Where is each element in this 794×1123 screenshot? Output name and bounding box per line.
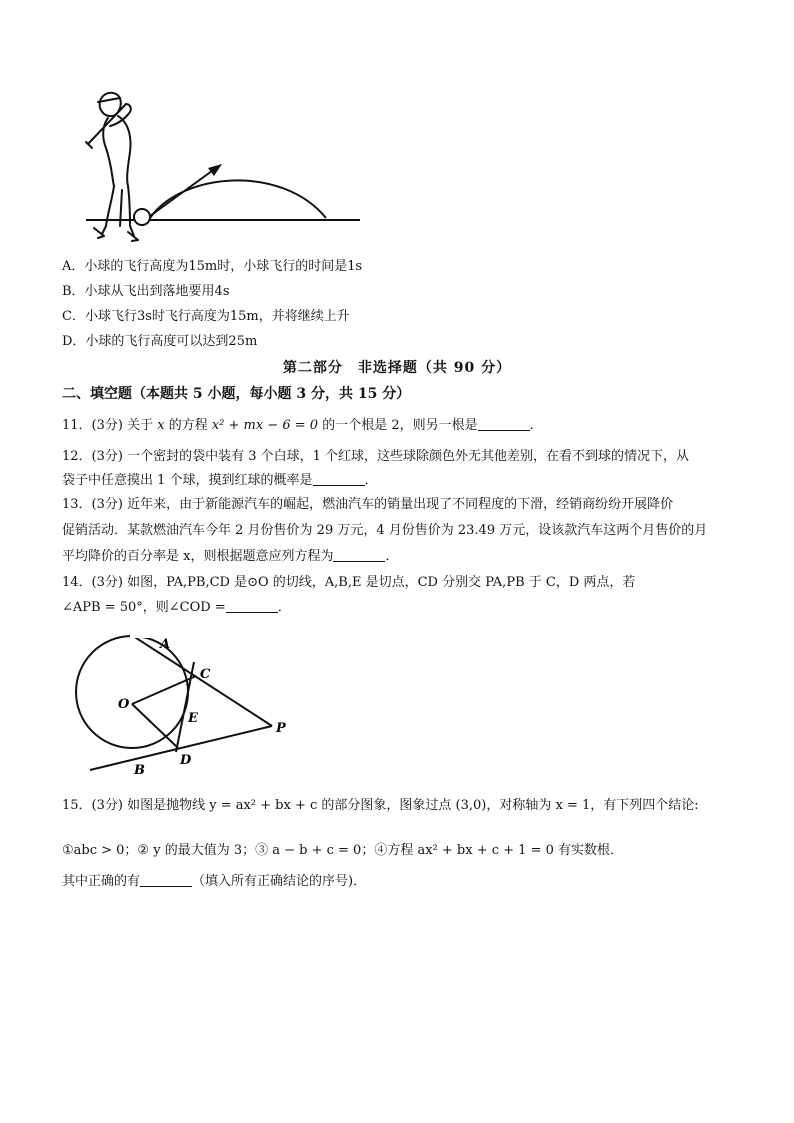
q13-line-3	[62, 548, 398, 566]
q12-text: 袋子中任意摸出 1 个球，摸到红球的概率是	[62, 473, 313, 488]
label-o: O	[118, 697, 130, 712]
q11-prefix: 11．(3分) 关于	[62, 418, 158, 433]
circle-o	[76, 636, 188, 748]
q15-suffix: （填入所有正确结论的序号)．	[192, 874, 367, 889]
q11-var: x	[157, 418, 165, 433]
label-p: P	[276, 721, 286, 736]
q14-text: ∠APB = 50°，则∠COD =	[62, 600, 226, 615]
label-e: E	[188, 711, 198, 726]
section-heading: 二、填空题（本题共 5 小题，每小题 3 分，共 15 分）	[62, 386, 411, 402]
option-d: D．小球的飞行高度可以达到25m	[62, 334, 258, 349]
answer-blank[interactable]	[226, 600, 278, 613]
q15-line-1: 15．(3分) 如图是抛物线 y = ax² + bx + c 的部分图象，图象过点 (3,0)，对称轴为 x = 1，有下列四个结论:	[62, 798, 699, 813]
segment-od	[132, 704, 178, 748]
q14-line-2	[62, 599, 291, 617]
part-two-title: 第二部分 非选择题（共 90 分）	[282, 360, 512, 376]
q13-line-2: 促销活动．某款燃油汽车今年 2 月份售价为 29 万元，4 月份售价为 23.49 万元，设该款汽车这两个月售价的月	[62, 523, 708, 538]
label-c: C	[200, 667, 211, 682]
label-a: A	[160, 637, 171, 652]
option-b: B．小球从飞出到落地要用4s	[62, 284, 230, 299]
q11-suffix: 的一个根是 2，则另一根是	[318, 418, 478, 433]
q15-line-2: ①abc > 0；② y 的最大值为 3；③ a − b + c = 0；④方程 ax² + bx + c + 1 = 0 有实数根．	[62, 843, 623, 858]
q15-line-3	[62, 873, 366, 891]
q13-line-1: 13．(3分) 近年来，由于新能源汽车的崛起，燃油汽车的销量出现了不同程度的下滑，经销商纷纷开展降价	[62, 497, 674, 512]
q12-line-1: 12．(3分) 一个密封的袋中装有 3 个白球，1 个红球，这些球除颜色外无其他差别，在看不到球的情况下，从	[62, 449, 690, 464]
answer-blank[interactable]	[313, 473, 365, 486]
option-a: A．小球的飞行高度为15m时，小球飞行的时间是1s	[62, 259, 363, 274]
q11-mid: 的方程	[164, 418, 212, 433]
q13-end: ．	[385, 549, 399, 564]
q12-end: ．	[364, 473, 378, 488]
q11-end: ．	[529, 418, 543, 433]
label-b: B	[134, 763, 145, 777]
option-c: C．小球飞行3s时飞行高度为15m，并将继续上升	[62, 309, 350, 324]
q13-text: 平均降价的百分率是 x，则根据题意应列方程为	[62, 549, 334, 564]
answer-blank[interactable]	[140, 874, 192, 887]
answer-blank[interactable]	[478, 418, 530, 431]
golfer-illustration	[82, 86, 364, 248]
question-11	[62, 417, 543, 435]
q14-end: ．	[277, 600, 291, 615]
answer-blank[interactable]	[333, 549, 385, 562]
q15-text: 其中正确的有	[62, 874, 141, 889]
tangent-circle-figure	[70, 632, 300, 777]
q14-line-1: 14．(3分) 如图，PA,PB,CD 是⊙O 的切线，A,B,E 是切点，CD 分别交 PA,PB 于 C，D 两点，若	[62, 575, 636, 590]
label-d: D	[180, 753, 192, 768]
q11-equation: x² + mx − 6 = 0	[211, 418, 319, 433]
q12-line-2	[62, 472, 378, 490]
